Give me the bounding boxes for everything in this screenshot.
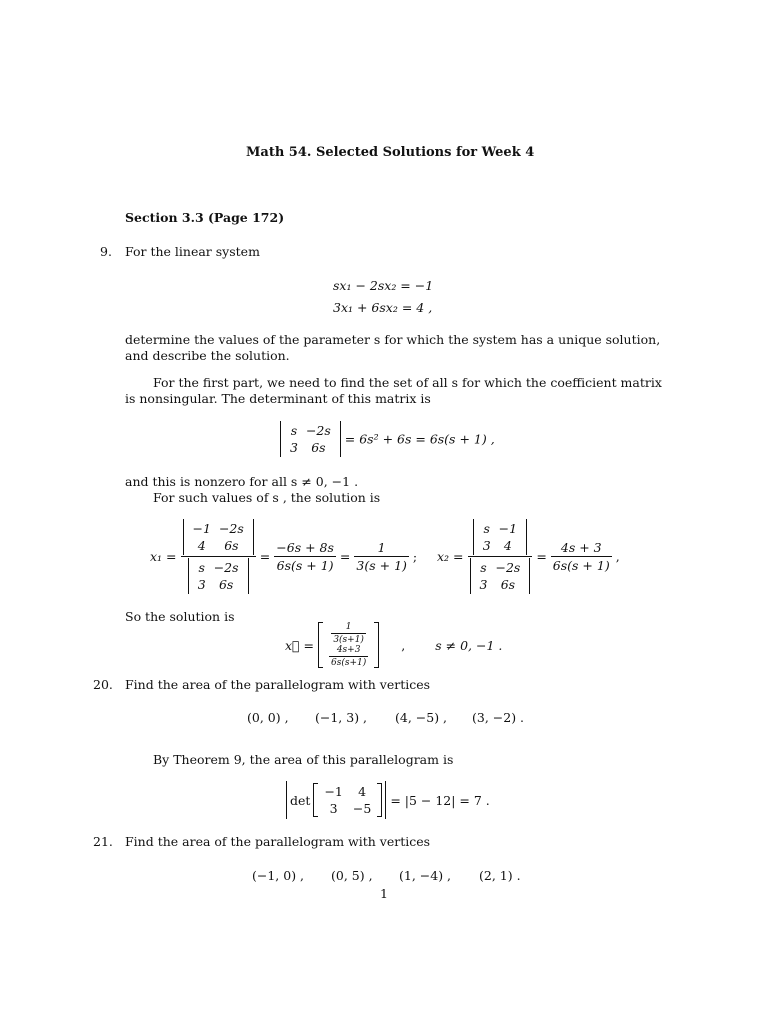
paragraph-text: is nonsingular. The determinant of this matrix is bbox=[125, 391, 431, 406]
vertex: (4, −5) , bbox=[395, 710, 448, 725]
vector-entry bbox=[329, 645, 368, 668]
paragraph-text: For the first part, we need to find the set of all s for which the coefficient matrix bbox=[153, 375, 662, 390]
problem-text: Find the area of the parallelogram with vertices bbox=[125, 677, 431, 692]
determinant-equation bbox=[280, 421, 495, 457]
page-number: 1 bbox=[380, 886, 388, 901]
vertex: (0, 0) , bbox=[247, 710, 289, 725]
numerator-determinant bbox=[473, 519, 527, 555]
matrix-entry: −2s bbox=[305, 423, 331, 438]
absolute-value bbox=[286, 781, 386, 819]
matrix-entry: s bbox=[290, 423, 298, 438]
vertex: (−1, 0) , bbox=[252, 868, 305, 883]
equation-line: 3x₁ + 6sx₂ = 4 , bbox=[333, 300, 433, 315]
denominator-determinant bbox=[188, 558, 249, 594]
condition: s ≠ 0, −1 . bbox=[435, 637, 503, 653]
fraction bbox=[551, 540, 612, 573]
paragraph-text: By Theorem 9, the area of this parallelogram is bbox=[153, 752, 454, 767]
matrix-entry: −1 bbox=[192, 521, 211, 536]
equals-sign: = bbox=[536, 549, 547, 564]
matrix-entry: 4 bbox=[358, 784, 367, 799]
vertex: (−1, 3) , bbox=[315, 710, 368, 725]
problem-intro: For the linear system bbox=[125, 244, 260, 259]
matrix-entry: −1 bbox=[498, 521, 518, 536]
fraction-denominator: 6s(s+1) bbox=[331, 658, 367, 668]
problem-text: determine the values of the parameter s for which the system has a unique solution, bbox=[125, 332, 661, 347]
fraction-numerator: −6s + 8s bbox=[276, 540, 334, 555]
problem-number: 9. bbox=[100, 244, 112, 259]
fraction-numerator: 1 bbox=[377, 540, 386, 555]
fraction-denominator: 6s(s + 1) bbox=[552, 558, 610, 573]
problem-number: 20. bbox=[93, 677, 113, 692]
x2-solution bbox=[437, 519, 620, 594]
equals-sign: = bbox=[339, 549, 351, 564]
vertex: (2, 1) . bbox=[479, 868, 521, 883]
paragraph-text: For such values of s , the solution is bbox=[153, 490, 381, 505]
fraction bbox=[274, 540, 336, 573]
matrix-entry: 4 bbox=[503, 538, 512, 553]
x2-label: x₂ = bbox=[437, 549, 464, 564]
det-label: det bbox=[290, 792, 311, 808]
vector-label: x⃗ = bbox=[285, 637, 314, 653]
fraction bbox=[354, 540, 409, 573]
paragraph-text: So the solution is bbox=[125, 609, 235, 624]
matrix-entry: s bbox=[483, 521, 490, 536]
matrix-entry: −2s bbox=[495, 560, 521, 575]
column-vector bbox=[318, 622, 379, 668]
matrix-entry: −2s bbox=[218, 521, 244, 536]
fraction-denominator: 3(s+1) bbox=[333, 635, 364, 645]
fraction-denominator: 3(s + 1) bbox=[356, 558, 407, 573]
vertex: (0, 5) , bbox=[331, 868, 373, 883]
cramer-fraction bbox=[181, 519, 256, 594]
matrix-entry: 6s bbox=[500, 577, 516, 592]
determinant-result: = 6s² + 6s = 6s(s + 1) , bbox=[344, 431, 495, 447]
vertex: (1, −4) , bbox=[399, 868, 452, 883]
numerator-determinant bbox=[183, 519, 254, 555]
vertex: (3, −2) . bbox=[472, 710, 525, 725]
solution-vector bbox=[285, 622, 502, 668]
fraction-numerator: 4s + 3 bbox=[560, 540, 602, 555]
fraction-numerator: 4s+3 bbox=[336, 645, 361, 655]
problem-number: 21. bbox=[93, 834, 113, 849]
fraction-numerator: 1 bbox=[345, 622, 352, 632]
problem-text: Find the area of the parallelogram with vertices bbox=[125, 834, 431, 849]
separator: , bbox=[615, 549, 620, 564]
area-result: = |5 − 12| = 7 . bbox=[390, 792, 490, 808]
matrix-entry: −2s bbox=[213, 560, 239, 575]
section-heading: Section 3.3 (Page 172) bbox=[125, 210, 285, 225]
vector-entry bbox=[331, 622, 366, 645]
matrix bbox=[313, 783, 382, 817]
matrix-entry: 3 bbox=[329, 801, 338, 816]
matrix-entry: −1 bbox=[324, 784, 343, 799]
matrix-entry: 6s bbox=[218, 577, 234, 592]
equation-line: sx₁ − 2sx₂ = −1 bbox=[333, 278, 434, 293]
matrix-entry: 3 bbox=[197, 577, 206, 592]
matrix-entry: 4 bbox=[197, 538, 206, 553]
area-equation bbox=[286, 781, 490, 819]
x1-solution bbox=[150, 519, 417, 594]
matrix-entry: s bbox=[198, 560, 205, 575]
page-title: Math 54. Selected Solutions for Week 4 bbox=[246, 145, 535, 160]
matrix-entry: 6s bbox=[311, 440, 326, 455]
x1-label: x₁ = bbox=[150, 549, 177, 564]
determinant bbox=[280, 421, 341, 457]
problem-text: and describe the solution. bbox=[125, 348, 290, 363]
matrix-entry: 3 bbox=[290, 440, 298, 455]
denominator-determinant bbox=[470, 558, 531, 594]
matrix-entry: 6s bbox=[224, 538, 239, 553]
cramer-fraction bbox=[468, 519, 533, 594]
matrix-entry: −5 bbox=[352, 801, 372, 816]
separator: ; bbox=[412, 549, 418, 564]
separator: , bbox=[401, 637, 406, 653]
matrix-entry: s bbox=[480, 560, 487, 575]
fraction-denominator: 6s(s + 1) bbox=[274, 556, 336, 573]
paragraph-text: and this is nonzero for all s ≠ 0, −1 . bbox=[125, 474, 359, 489]
matrix-entry: 3 bbox=[479, 577, 488, 592]
matrix-entry: 3 bbox=[482, 538, 491, 553]
equals-sign: = bbox=[259, 549, 271, 564]
